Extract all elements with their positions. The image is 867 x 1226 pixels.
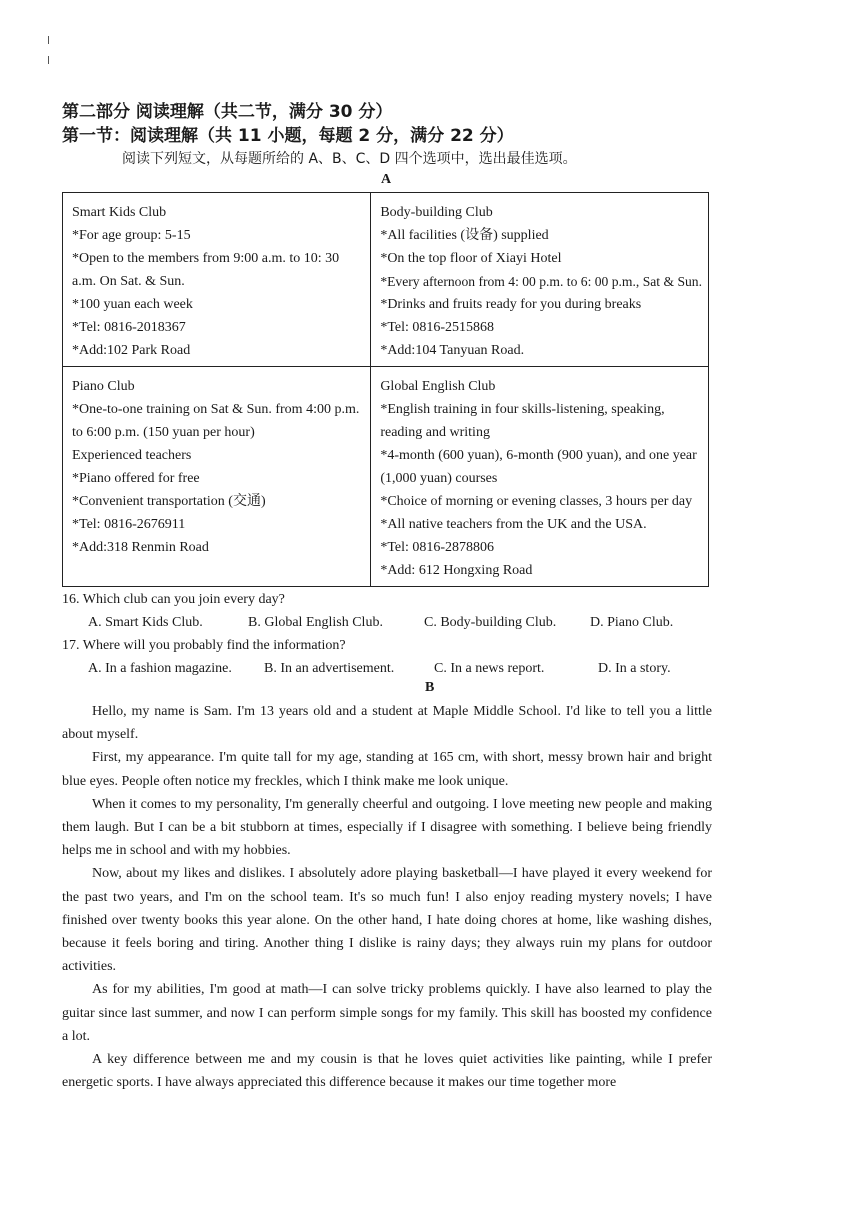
club-line: *100 yuan each week (72, 297, 193, 312)
club-line: *On the top floor of Xiayi Hotel (380, 251, 562, 266)
club-line: *Every afternoon from 4: 00 p.m. to 6: 00 p.m., Sat & Sun. (380, 274, 702, 289)
paragraph: Now, about my likes and dislikes. I absolutely adore playing basketball—I have played it every weekend for the past two years, and I'm on the school team. It's so much fun! I also enjoy reading mystery novels; I have finished over twenty books this year alone. On the other hand, I hate doing chores at home, like washing dishes, because it feels boring and tiring. Another thing I dislike is rainy days; they always ruin my plans for outdoor activities. (62, 866, 712, 975)
option-b[interactable]: B. Global English Club. (248, 615, 383, 630)
scan-marks (48, 36, 50, 66)
exam-header (62, 100, 762, 170)
club-line: *English training in four skills-listening, speaking, reading and writing (380, 402, 665, 440)
club-line: *Choice of morning or evening classes, 3 hours per day (380, 494, 693, 509)
club-cell-piano (63, 367, 371, 587)
club-line: *Open to the members from 9:00 a.m. to 10: 30 a.m. On Sat. & Sun. (72, 251, 340, 289)
club-line: *Tel: 0816-2018367 (72, 320, 186, 335)
club-cell-smart-kids (63, 193, 371, 367)
passage-b (62, 700, 712, 1094)
option-d[interactable]: D. In a story. (598, 661, 671, 676)
club-line: *Tel: 0816-2515868 (380, 320, 495, 335)
questions-block (62, 588, 722, 680)
instruction: 阅读下列短文，从每题所给的 A、B、C、D 四个选项中，选出最佳选项。 (122, 151, 577, 167)
paragraph: A key difference between me and my cousin is that he loves quiet activities like painting, while I prefer energetic sports. I have always appreciated this difference because it makes our time together more (62, 1052, 712, 1091)
section-a-letter: A (381, 172, 392, 187)
option-c[interactable]: C. Body-building Club. (424, 615, 557, 630)
option-a[interactable]: A. In a fashion magazine. (88, 661, 232, 676)
club-cell-body-building (371, 193, 709, 367)
question-stem: 17. Where will you probably find the information? (62, 638, 346, 653)
clubs-table (62, 192, 709, 587)
section-b-letter: B (425, 680, 435, 695)
part-title: 第二部分 阅读理解（共二节，满分 30 分） (62, 102, 393, 122)
club-line: *For age group: 5-15 (72, 228, 191, 243)
club-line: *Drinks and fruits ready for you during breaks (380, 297, 642, 312)
club-line: *Add:104 Tanyuan Road. (380, 343, 525, 358)
club-line: *4-month (600 yuan), 6-month (900 yuan), and one year (1,000 yuan) courses (380, 448, 697, 486)
club-line: *Add:102 Park Road (72, 343, 191, 358)
club-line: Experienced teachers (72, 448, 192, 463)
club-line: *All facilities (设备) supplied (380, 228, 549, 243)
option-b[interactable]: B. In an advertisement. (264, 661, 395, 676)
club-line: *One-to-one training on Sat & Sun. from 4:00 p.m. to 6:00 p.m. (150 yuan per hour) (72, 402, 360, 440)
paragraph: As for my abilities, I'm good at math—I can solve tricky problems quickly. I have also learned to play the guitar since last summer, and now I can perform simple songs for my family. This skill has boosted my confidence a lot. (62, 982, 712, 1044)
paragraph: First, my appearance. I'm quite tall for my age, standing at 165 cm, with short, messy brown hair and bright blue eyes. People often notice my freckles, which I think make me look unique. (62, 750, 712, 789)
club-name: Smart Kids Club (72, 205, 167, 220)
option-c[interactable]: C. In a news report. (434, 661, 545, 676)
club-name: Body-building Club (380, 205, 493, 220)
option-a[interactable]: A. Smart Kids Club. (88, 615, 203, 630)
paragraph: Hello, my name is Sam. I'm 13 years old and a student at Maple Middle School. I'd like to tell you a little about myself. (62, 704, 712, 743)
question-options (62, 657, 722, 680)
club-line: *All native teachers from the UK and the USA. (380, 517, 647, 532)
paragraph: When it comes to my personality, I'm generally cheerful and outgoing. I love meeting new people and making them laugh. But I can be a bit stubborn at times, especially if I disagree with something. I believe being friendly helps me in school and with my hobbies. (62, 796, 712, 859)
question-stem: 16. Which club can you join every day? (62, 592, 285, 607)
club-cell-global-english (371, 367, 709, 587)
club-name: Piano Club (72, 379, 135, 394)
club-line: *Tel: 0816-2878806 (380, 540, 495, 555)
option-d[interactable]: D. Piano Club. (590, 615, 674, 630)
club-line: *Tel: 0816-2676911 (72, 517, 186, 532)
club-name: Global English Club (380, 379, 496, 394)
club-line: *Piano offered for free (72, 471, 200, 486)
club-line: *Add:318 Renmin Road (72, 540, 209, 555)
question-options (62, 611, 722, 634)
club-line: *Convenient transportation (交通) (72, 494, 266, 509)
section-title: 第一节：阅读理解（共 11 小题，每题 2 分，满分 22 分） (62, 126, 514, 146)
club-line: *Add: 612 Hongxing Road (380, 563, 533, 578)
